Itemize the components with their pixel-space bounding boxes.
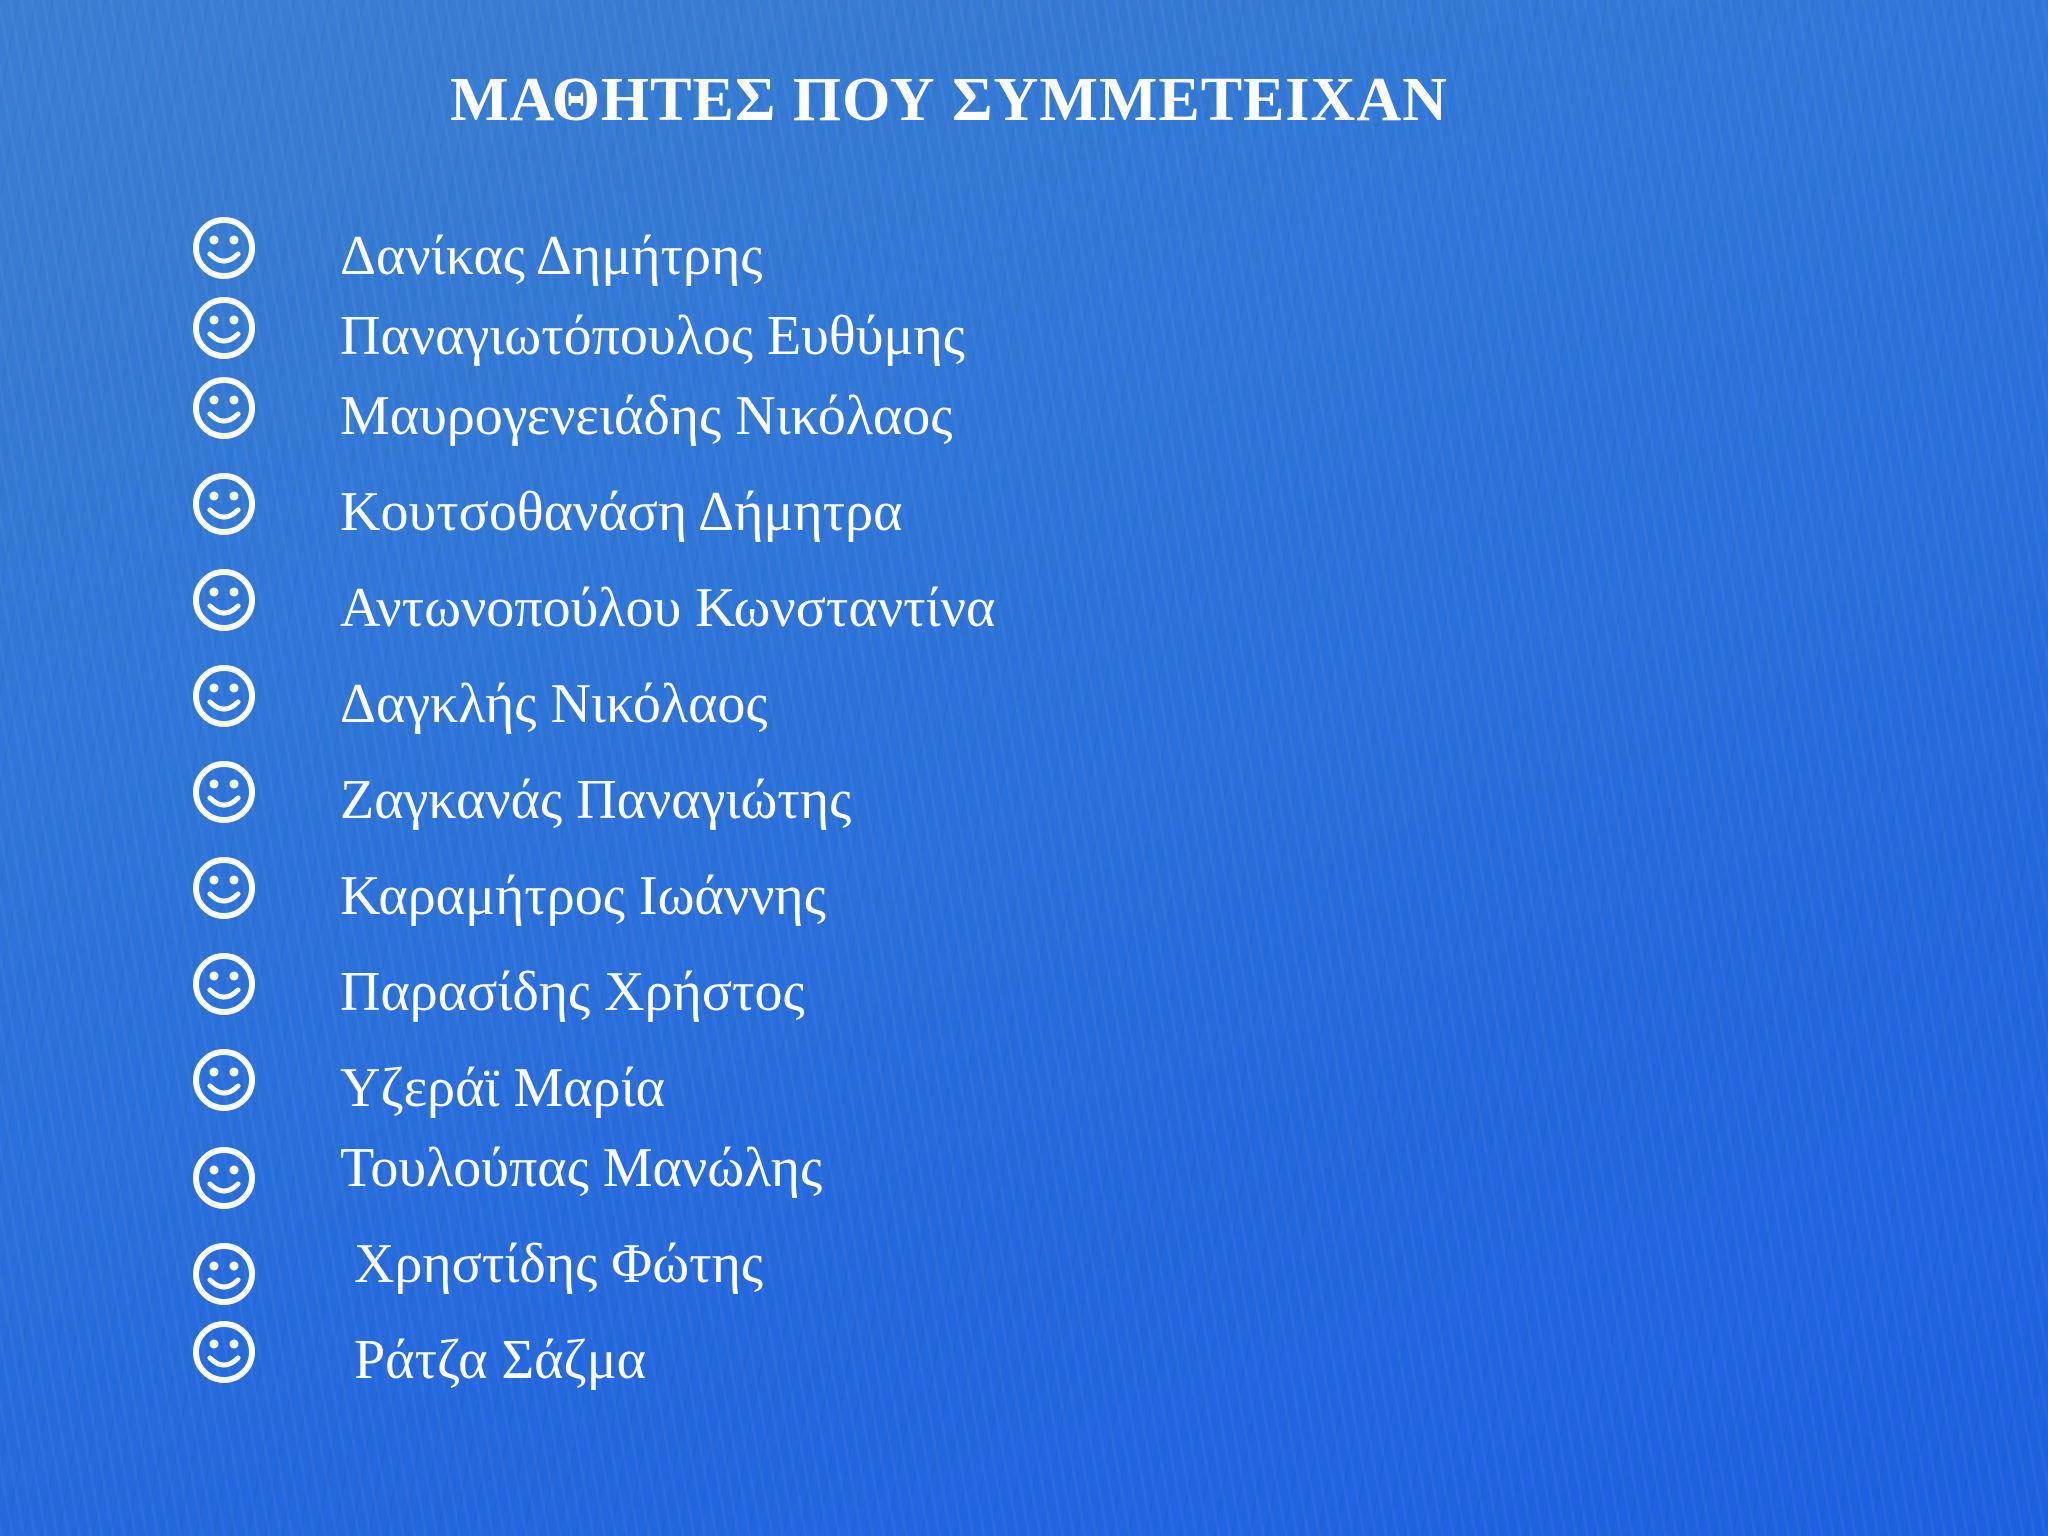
list-item (0, 954, 1200, 1034)
list-item (0, 666, 1200, 746)
smiley-face-icon (188, 952, 260, 1024)
smiley-face-icon (188, 568, 260, 640)
list-item (0, 378, 1200, 458)
smiley-face-icon (188, 472, 260, 544)
list-item (0, 1226, 1200, 1306)
list-item (0, 570, 1200, 650)
student-name: Δαγκλής Νικόλαος (340, 673, 768, 735)
list-item (0, 298, 1200, 378)
student-name: Ράτζα Σάζμα (340, 1329, 646, 1391)
student-name: Ζαγκανάς Παναγιώτης (340, 769, 852, 831)
smiley-face-icon (188, 1146, 260, 1218)
student-name: Παναγιωτόπουλος Ευθύμης (340, 305, 965, 367)
smiley-face-icon (188, 856, 260, 928)
list-item (0, 1050, 1200, 1130)
student-name: Αντωνοπούλου Κωνσταντίνα (340, 577, 996, 639)
student-name: Χρηστίδης Φώτης (340, 1233, 764, 1295)
student-name: Κουτσοθανάση Δήμητρα (340, 481, 903, 543)
student-name: Μαυρογενειάδης Νικόλαος (340, 385, 953, 447)
smiley-face-icon (188, 1048, 260, 1120)
student-name: Τουλούπας Μανώλης (340, 1137, 823, 1199)
smiley-face-icon (188, 296, 260, 368)
list-item (0, 474, 1200, 554)
smiley-face-icon (188, 1242, 260, 1314)
student-name: Υζεράϊ Μαρία (340, 1057, 665, 1119)
list-item (0, 762, 1200, 842)
list-item (0, 218, 1200, 298)
list-item (0, 1322, 1200, 1402)
list-item (0, 858, 1200, 938)
student-name: Παρασίδης Χρήστος (340, 961, 805, 1023)
smiley-face-icon (188, 216, 260, 288)
smiley-face-icon (188, 664, 260, 736)
smiley-face-icon (188, 1320, 260, 1392)
slide-title: ΜΑΘΗΤΕΣ ΠΟΥ ΣΥΜΜΕΤΕΙΧΑΝ (450, 66, 1448, 134)
student-name: Δανίκας Δημήτρης (340, 225, 763, 287)
smiley-face-icon (188, 760, 260, 832)
smiley-face-icon (188, 376, 260, 448)
student-name: Καραμήτρος Ιωάννης (340, 865, 826, 927)
list-item (0, 1130, 1200, 1210)
